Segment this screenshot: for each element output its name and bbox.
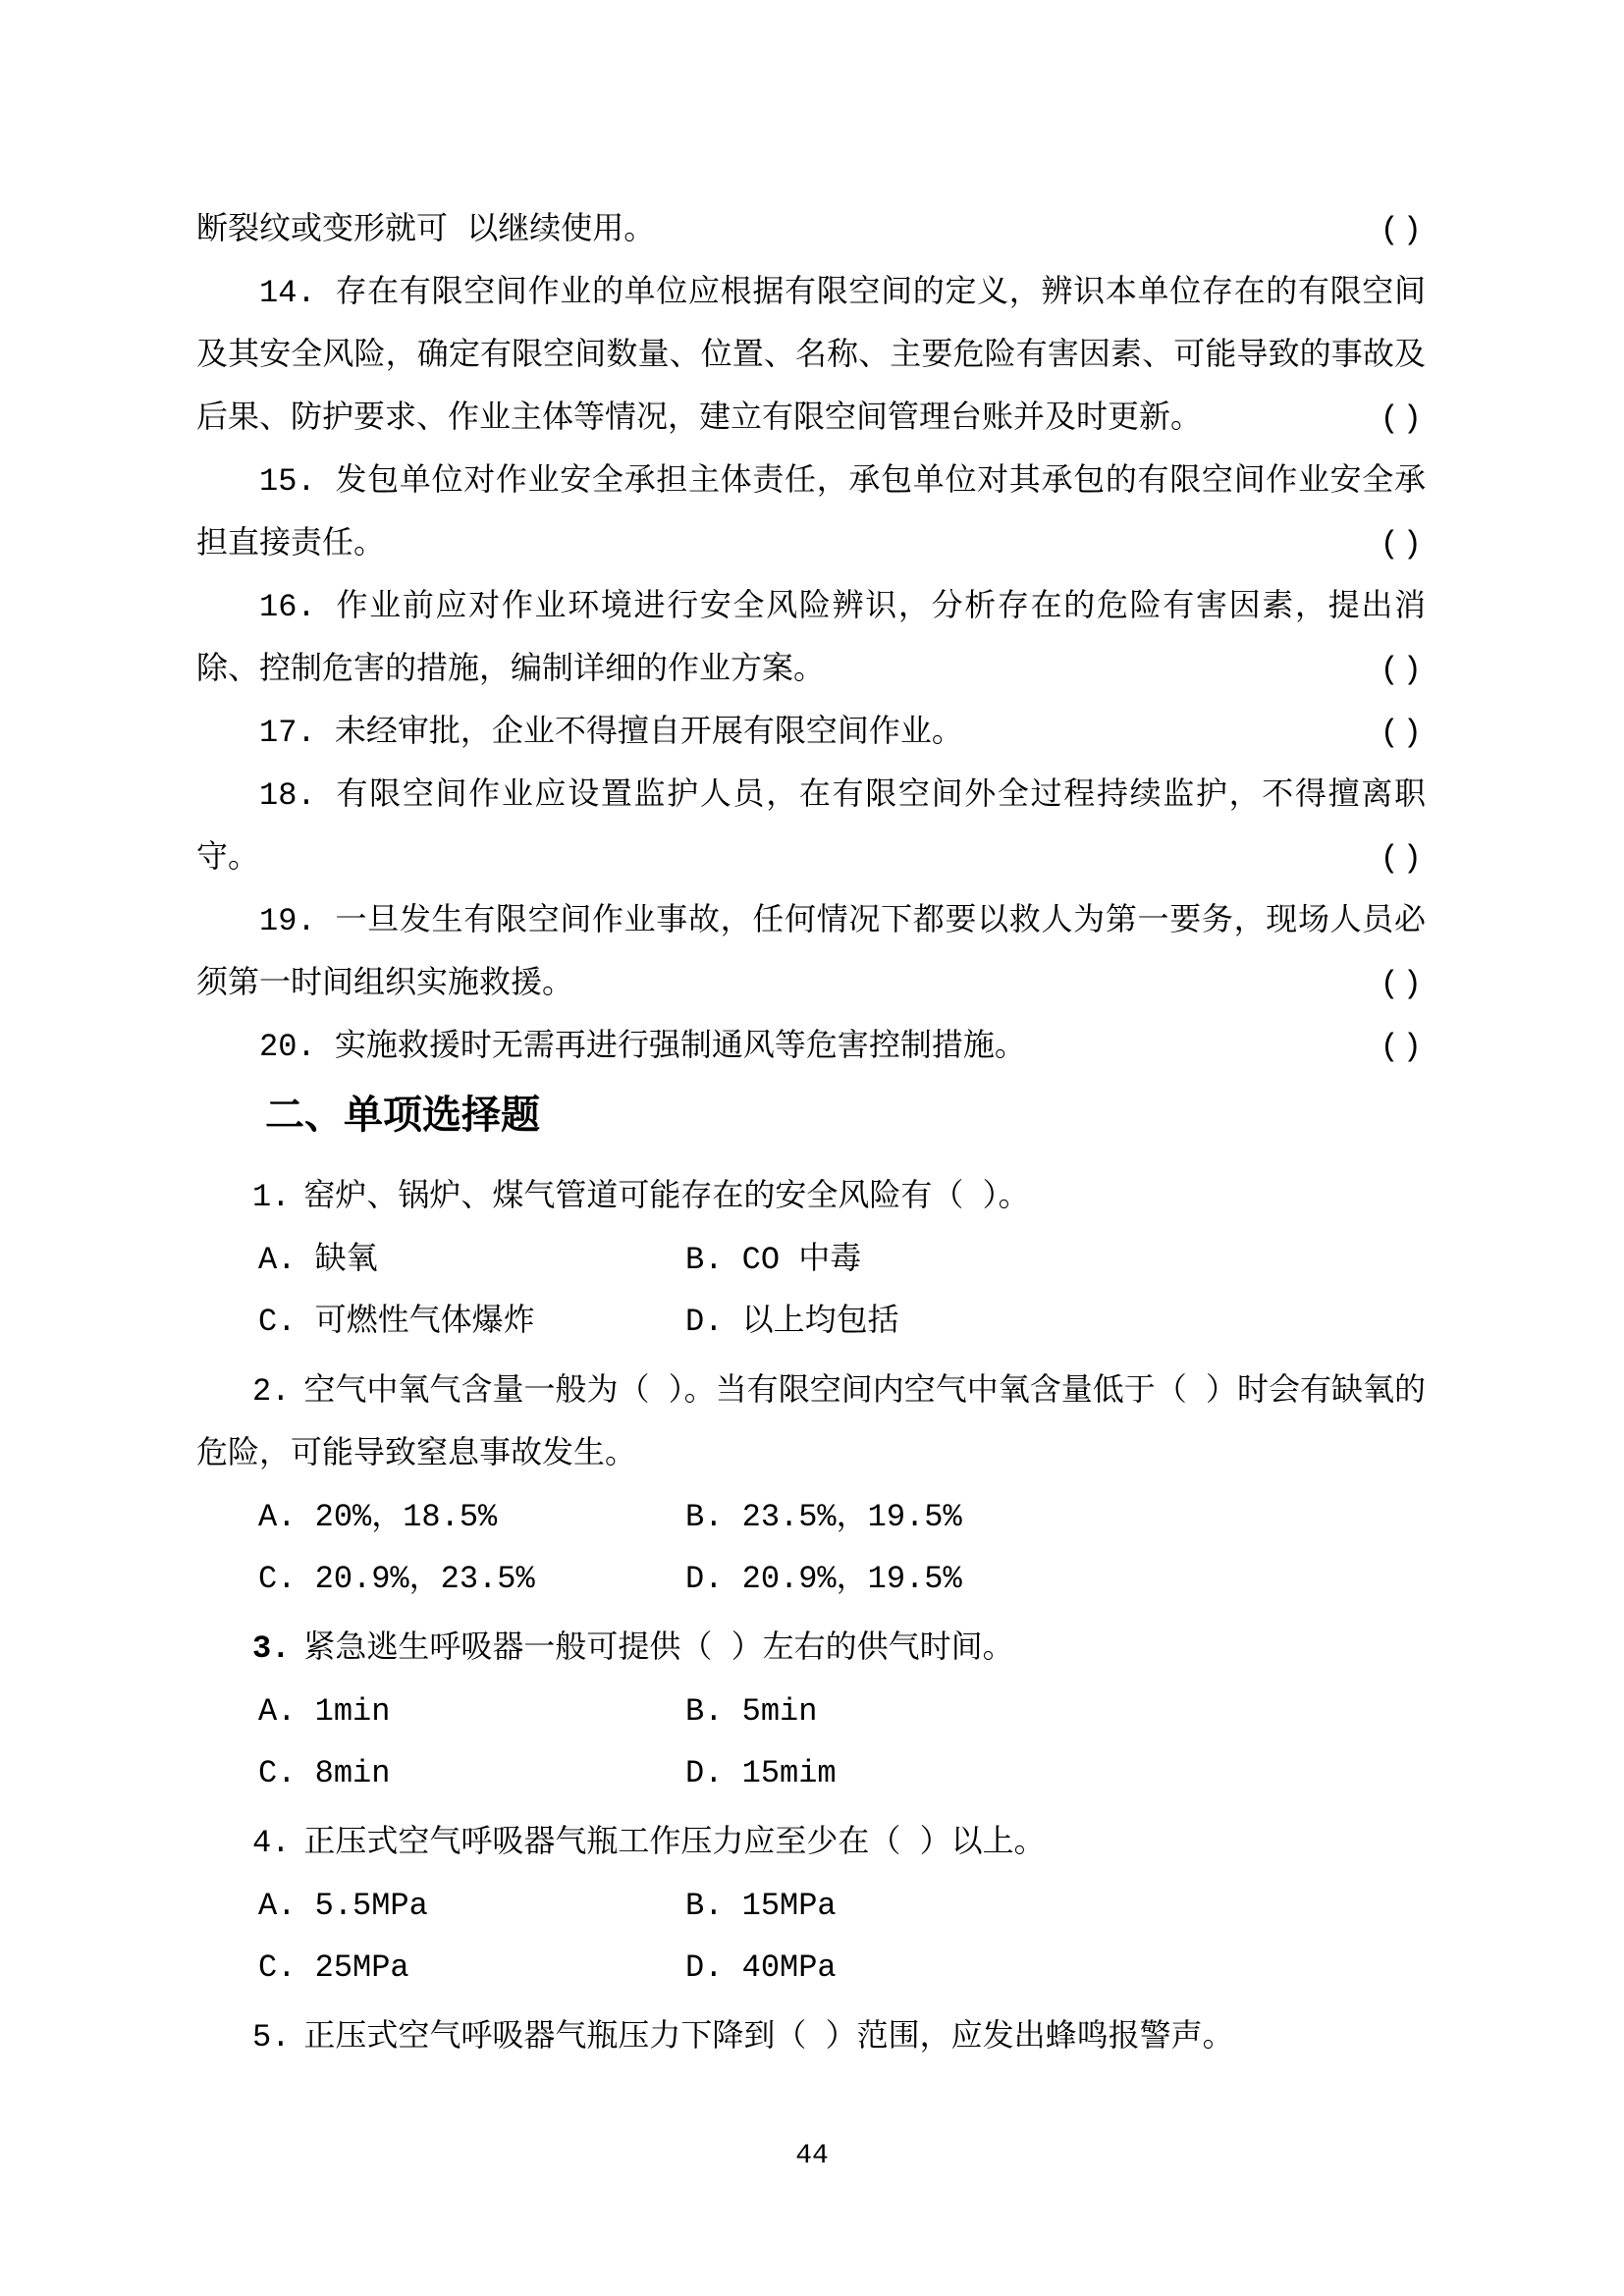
options-row (196, 1229, 1426, 1291)
option-a: A. 缺氧 (258, 1242, 378, 1278)
statement-text: 14. 存在有限空间作业的单位应根据有限空间的定义，辨识本单位存在的有限空间及其安全风险，确定有限空间数量、位置、名称、主要危险有害因素、可能导致的事故及后果、防护要求、作业主体等情况，建立有限空间管理台账并及时更新。 (196, 275, 1426, 437)
answer-parens: () (1380, 840, 1426, 877)
question-text: 空气中氧气含量一般为（ ）。当有限空间内空气中氧含量低于（ ）时会有缺氧的危险，可能导致窒息事故发生。 (196, 1373, 1426, 1472)
option-b: B. 23.5%，19.5% (685, 1499, 962, 1535)
question-number: 3. (252, 1630, 291, 1667)
option-a: A. 5.5MPa (258, 1888, 428, 1924)
question-text: 紧急逃生呼吸器一般可提供（ ）左右的供气时间。 (303, 1630, 1014, 1667)
statement-text: 断裂纹或变形就可 以继续使用。 (196, 212, 656, 248)
question-1 (196, 1166, 1426, 1229)
statement-text: 15. 发包单位对作业安全承担主体责任，承包单位对其承包的有限空间作业安全承担直接责任。 (196, 463, 1426, 562)
answer-parens: () (1380, 212, 1426, 248)
option-c: C. 8min (258, 1755, 391, 1791)
statement-text: 18. 有限空间作业应设置监护人员，在有限空间外全过程持续监护，不得擅离职守。 (196, 777, 1426, 877)
options-row (196, 1937, 1426, 1999)
question-number: 2. (252, 1373, 291, 1410)
question-text: 正压式空气呼吸器气瓶压力下降到（ ）范围，应发出蜂鸣报警声。 (303, 2019, 1234, 2056)
question-number: 1. (252, 1179, 291, 1215)
question-5 (196, 2006, 1426, 2069)
statement-text: 16. 作业前应对作业环境进行安全风险辨识，分析存在的危险有害因素，提出消除、控制危害的措施，编制详细的作业方案。 (196, 589, 1426, 688)
question-text: 窑炉、锅炉、煤气管道可能存在的安全风险有（ ）。 (303, 1179, 1030, 1215)
option-b: B. CO 中毒 (685, 1242, 862, 1278)
tf-item-15 (196, 451, 1426, 576)
tf-carryover-item (196, 199, 1426, 262)
tf-item-17 (196, 702, 1426, 765)
answer-parens: () (1380, 715, 1426, 751)
option-d: D. 15mim (685, 1755, 837, 1791)
option-b: B. 15MPa (685, 1888, 837, 1924)
option-c: C. 25MPa (258, 1949, 409, 1986)
question-number: 4. (252, 1825, 291, 1861)
tf-item-16 (196, 576, 1426, 702)
answer-parens: () (1380, 400, 1426, 437)
option-d: D. 40MPa (685, 1949, 837, 1986)
options-row (196, 1486, 1426, 1548)
statement-text: 20. 实施救援时无需再进行强制通风等危害控制措施。 (259, 1029, 1026, 1065)
options-row (196, 1742, 1426, 1804)
page-content (196, 199, 1426, 2069)
tf-item-14 (196, 262, 1426, 451)
statement-text: 19. 一旦发生有限空间作业事故，任何情况下都要以救人为第一要务，现场人员必须第一时间组织实施救援。 (196, 903, 1426, 1002)
answer-parens: () (1380, 1029, 1426, 1065)
question-number: 5. (252, 2019, 291, 2056)
options-row (196, 1681, 1426, 1742)
question-4 (196, 1812, 1426, 1875)
question-3 (196, 1618, 1426, 1681)
answer-parens: () (1380, 526, 1426, 562)
option-d: D. 20.9%，19.5% (685, 1561, 962, 1597)
answer-parens: () (1380, 966, 1426, 1002)
tf-item-19 (196, 890, 1426, 1016)
option-a: A. 1min (258, 1693, 391, 1730)
options-row (196, 1875, 1426, 1937)
section2-heading: 二、单项选择题 (265, 1094, 540, 1137)
options-row (196, 1291, 1426, 1353)
tf-item-18 (196, 765, 1426, 890)
answer-parens: () (1380, 652, 1426, 688)
option-b: B. 5min (685, 1693, 818, 1730)
options-row (196, 1548, 1426, 1610)
statement-text: 17. 未经审批，企业不得擅自开展有限空间作业。 (259, 715, 963, 751)
option-c: C. 20.9%，23.5% (258, 1561, 535, 1597)
option-d: D. 以上均包括 (685, 1304, 899, 1340)
question-2 (196, 1361, 1426, 1486)
option-a: A. 20%，18.5% (258, 1499, 498, 1535)
option-c: C. 可燃性气体爆炸 (258, 1304, 535, 1340)
question-text: 正压式空气呼吸器气瓶工作压力应至少在（ ）以上。 (303, 1825, 1046, 1861)
tf-item-20 (196, 1016, 1426, 1079)
page-number: 44 (795, 2141, 829, 2171)
